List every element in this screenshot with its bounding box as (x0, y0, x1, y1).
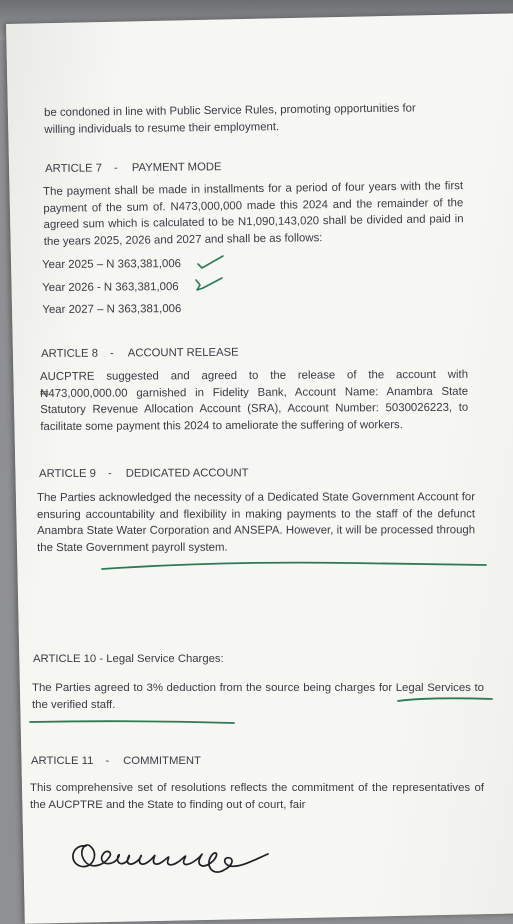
heading-dash: - (113, 162, 118, 175)
heading-dash: - (109, 347, 114, 360)
article-10-body: The Parties agreed to 3% deduction from the source being charges for Legal Services to the verified staff. (32, 682, 484, 711)
heading-dash: - (107, 467, 112, 480)
article-title: PAYMENT MODE (131, 161, 222, 175)
article-title: DEDICATED ACCOUNT (125, 467, 249, 480)
payment-year-2027: Year 2027 – N 363,381,006 (42, 303, 182, 317)
article-number: ARTICLE 9 (39, 467, 96, 480)
article-number: ARTICLE 8 (41, 347, 99, 360)
article-11-heading (31, 753, 201, 770)
intro-line: be condoned in line with Public Service Rules, promoting opportunities for (44, 102, 416, 119)
article-number: ARTICLE 7 (45, 162, 103, 175)
checkmark-icon (194, 276, 226, 296)
payment-year-2026: Year 2026 - N 363,381,006 (42, 280, 179, 294)
annotation-underline (28, 694, 496, 728)
article-7-body: The payment shall be made in installments for a period of four years with the first payment of the sum of. N473,000,000 made this 2024 and the remainder of the agreed sum which is calculated to be N1,090,143,020 shall be divided and paid in the years 2025, 2026 and 2027 and shall be as follows: (43, 180, 464, 248)
article-10-heading: ARTICLE 10 - Legal Service Charges: (33, 653, 224, 665)
article-number: ARTICLE 11 (31, 755, 94, 767)
intro-line: willing individuals to resume their employment. (44, 120, 280, 136)
heading-dash: - (105, 755, 110, 767)
intro-paragraph (44, 100, 416, 138)
article-11-body: This comprehensive set of resolutions reflects the commitment of the representatives of the AUCPTRE and the State to finding out of court, fair (30, 782, 484, 811)
article-9-body: The Parties acknowledged the necessity of a Dedicated State Government Account for ensuring accountability and flexibility in making payments to the staff of the defunct Anambra State Water Corporation and ANSEPA. However, it will be processed through the State Government payroll system. (37, 491, 476, 554)
article-9-heading (39, 465, 249, 482)
article-title: COMMITMENT (123, 755, 201, 767)
article-8-heading (41, 345, 239, 363)
article-title: ACCOUNT RELEASE (127, 346, 239, 360)
payment-schedule (42, 253, 181, 322)
annotation-underline (100, 557, 490, 573)
article-7-heading (45, 159, 222, 177)
payment-year-2025: Year 2025 – N 363,381,006 (42, 258, 182, 271)
handwritten-signature (64, 830, 294, 880)
checkmark-icon (196, 254, 226, 272)
article-8-body: AUCPTRE suggested and agreed to the release of the account with ₦473,000,000.00 garnished in Fidelity Bank, Account Name: Anambra State Statutory Revenue Allocation Account (SRA), Account Number: 5030026223, to facilitate some payment this 2024 to ameliorate the suffering of workers. (40, 368, 469, 433)
